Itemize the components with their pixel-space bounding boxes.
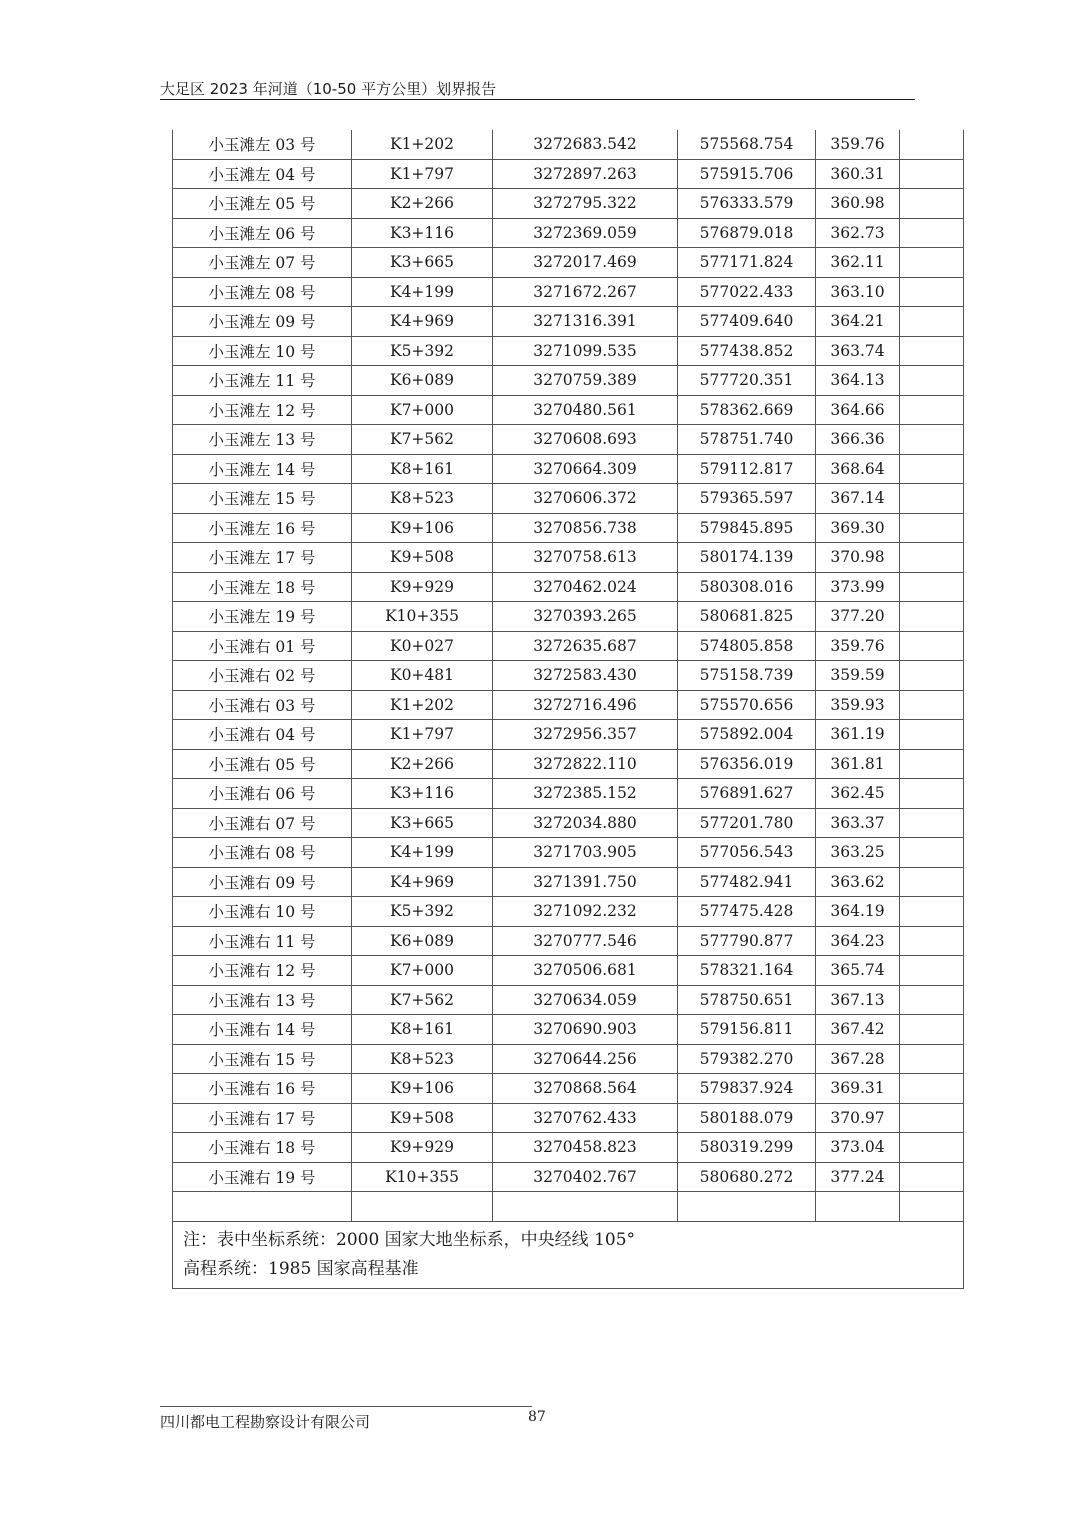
elevation-cell: 377.20 xyxy=(816,602,900,632)
elevation-cell: 365.74 xyxy=(816,956,900,986)
remark-cell xyxy=(900,307,964,337)
chainage-cell: K1+797 xyxy=(352,159,493,189)
point-name-cell: 小玉滩右 12 号 xyxy=(173,956,352,986)
table-row xyxy=(173,336,964,366)
y-coordinate-cell: 580681.825 xyxy=(678,602,816,632)
remark-cell xyxy=(900,1192,964,1222)
x-coordinate-cell: 3270402.767 xyxy=(493,1162,678,1192)
y-coordinate-cell: 576891.627 xyxy=(678,779,816,809)
y-coordinate-cell: 577171.824 xyxy=(678,248,816,278)
table-row xyxy=(173,277,964,307)
note-line-coordinate-system: 注：表中坐标系统：2000 国家大地坐标系，中央经线 105° xyxy=(183,1229,636,1250)
elevation-cell: 363.10 xyxy=(816,277,900,307)
table-row xyxy=(173,956,964,986)
chainage-cell: K8+523 xyxy=(352,484,493,514)
table-row xyxy=(173,307,964,337)
chainage-cell: K8+523 xyxy=(352,1044,493,1074)
elevation-cell: 359.76 xyxy=(816,130,900,159)
note-row xyxy=(173,1221,964,1288)
point-name-cell: 小玉滩右 11 号 xyxy=(173,926,352,956)
x-coordinate-cell: 3271316.391 xyxy=(493,307,678,337)
x-coordinate-cell: 3270644.256 xyxy=(493,1044,678,1074)
y-coordinate-cell: 576356.019 xyxy=(678,749,816,779)
table-row xyxy=(173,838,964,868)
chainage-cell: K4+199 xyxy=(352,277,493,307)
table-row xyxy=(173,808,964,838)
elevation-cell: 364.19 xyxy=(816,897,900,927)
elevation-cell: 360.98 xyxy=(816,189,900,219)
elevation-cell: 369.30 xyxy=(816,513,900,543)
point-name-cell: 小玉滩右 19 号 xyxy=(173,1162,352,1192)
chainage-cell: K9+508 xyxy=(352,543,493,573)
y-coordinate-cell: 580308.016 xyxy=(678,572,816,602)
elevation-cell xyxy=(816,1192,900,1222)
x-coordinate-cell: 3270634.059 xyxy=(493,985,678,1015)
footer-rule xyxy=(160,1406,532,1407)
elevation-cell: 364.21 xyxy=(816,307,900,337)
y-coordinate-cell: 580680.272 xyxy=(678,1162,816,1192)
y-coordinate-cell: 578362.669 xyxy=(678,395,816,425)
chainage-cell: K8+161 xyxy=(352,454,493,484)
table-row xyxy=(173,1162,964,1192)
chainage-cell: K9+106 xyxy=(352,513,493,543)
remark-cell xyxy=(900,484,964,514)
point-name-cell: 小玉滩右 08 号 xyxy=(173,838,352,868)
table-row xyxy=(173,1074,964,1104)
header-rule xyxy=(160,99,915,100)
remark-cell xyxy=(900,985,964,1015)
point-name-cell: 小玉滩左 17 号 xyxy=(173,543,352,573)
point-name-cell: 小玉滩右 10 号 xyxy=(173,897,352,927)
elevation-cell: 377.24 xyxy=(816,1162,900,1192)
remark-cell xyxy=(900,1015,964,1045)
point-name-cell: 小玉滩左 06 号 xyxy=(173,218,352,248)
remark-cell xyxy=(900,631,964,661)
chainage-cell: K4+969 xyxy=(352,867,493,897)
point-name-cell: 小玉滩右 04 号 xyxy=(173,720,352,750)
table-row xyxy=(173,779,964,809)
y-coordinate-cell: 578321.164 xyxy=(678,956,816,986)
point-name-cell: 小玉滩左 16 号 xyxy=(173,513,352,543)
elevation-cell: 359.59 xyxy=(816,661,900,691)
x-coordinate-cell: 3270777.546 xyxy=(493,926,678,956)
table-row xyxy=(173,1044,964,1074)
x-coordinate-cell: 3270664.309 xyxy=(493,454,678,484)
x-coordinate-cell: 3271672.267 xyxy=(493,277,678,307)
chainage-cell: K3+116 xyxy=(352,779,493,809)
y-coordinate-cell: 576879.018 xyxy=(678,218,816,248)
chainage-cell: K6+089 xyxy=(352,926,493,956)
coordinates-table xyxy=(172,130,964,1289)
y-coordinate-cell xyxy=(678,1192,816,1222)
point-name-cell: 小玉滩左 15 号 xyxy=(173,484,352,514)
elevation-cell: 359.93 xyxy=(816,690,900,720)
chainage-cell: K7+562 xyxy=(352,425,493,455)
elevation-cell: 363.74 xyxy=(816,336,900,366)
x-coordinate-cell: 3272822.110 xyxy=(493,749,678,779)
y-coordinate-cell: 577056.543 xyxy=(678,838,816,868)
remark-cell xyxy=(900,130,964,159)
point-name-cell: 小玉滩右 09 号 xyxy=(173,867,352,897)
remark-cell xyxy=(900,218,964,248)
elevation-cell: 373.99 xyxy=(816,572,900,602)
x-coordinate-cell: 3270856.738 xyxy=(493,513,678,543)
remark-cell xyxy=(900,956,964,986)
elevation-cell: 360.31 xyxy=(816,159,900,189)
point-name-cell: 小玉滩右 18 号 xyxy=(173,1133,352,1163)
point-name-cell: 小玉滩右 06 号 xyxy=(173,779,352,809)
elevation-cell: 359.76 xyxy=(816,631,900,661)
chainage-cell: K7+000 xyxy=(352,956,493,986)
note-line-elevation-system: 高程系统：1985 国家高程基准 xyxy=(183,1258,419,1279)
x-coordinate-cell: 3272716.496 xyxy=(493,690,678,720)
point-name-cell: 小玉滩左 03 号 xyxy=(173,130,352,159)
x-coordinate-cell: 3272385.152 xyxy=(493,779,678,809)
remark-cell xyxy=(900,661,964,691)
x-coordinate-cell: 3271092.232 xyxy=(493,897,678,927)
y-coordinate-cell: 579156.811 xyxy=(678,1015,816,1045)
page-number: 87 xyxy=(528,1409,546,1425)
table-row xyxy=(173,366,964,396)
table-row xyxy=(173,897,964,927)
x-coordinate-cell: 3270480.561 xyxy=(493,395,678,425)
chainage-cell: K3+116 xyxy=(352,218,493,248)
table-row xyxy=(173,985,964,1015)
elevation-cell: 370.97 xyxy=(816,1103,900,1133)
elevation-cell: 373.04 xyxy=(816,1133,900,1163)
table-row xyxy=(173,1192,964,1222)
point-name-cell: 小玉滩右 17 号 xyxy=(173,1103,352,1133)
x-coordinate-cell xyxy=(493,1192,678,1222)
chainage-cell: K10+355 xyxy=(352,1162,493,1192)
remark-cell xyxy=(900,897,964,927)
x-coordinate-cell: 3270759.389 xyxy=(493,366,678,396)
table-row xyxy=(173,749,964,779)
remark-cell xyxy=(900,779,964,809)
x-coordinate-cell: 3270393.265 xyxy=(493,602,678,632)
table-body xyxy=(173,130,964,1221)
remark-cell xyxy=(900,336,964,366)
elevation-cell: 362.73 xyxy=(816,218,900,248)
elevation-cell: 368.64 xyxy=(816,454,900,484)
y-coordinate-cell: 577790.877 xyxy=(678,926,816,956)
y-coordinate-cell: 575570.656 xyxy=(678,690,816,720)
remark-cell xyxy=(900,425,964,455)
point-name-cell: 小玉滩右 16 号 xyxy=(173,1074,352,1104)
y-coordinate-cell: 579845.895 xyxy=(678,513,816,543)
x-coordinate-cell: 3270758.613 xyxy=(493,543,678,573)
chainage-cell: K1+797 xyxy=(352,720,493,750)
table-row xyxy=(173,1103,964,1133)
remark-cell xyxy=(900,867,964,897)
remark-cell xyxy=(900,189,964,219)
elevation-cell: 367.14 xyxy=(816,484,900,514)
x-coordinate-cell: 3272956.357 xyxy=(493,720,678,750)
table-row xyxy=(173,572,964,602)
y-coordinate-cell: 578750.651 xyxy=(678,985,816,1015)
table-row xyxy=(173,661,964,691)
chainage-cell: K9+929 xyxy=(352,572,493,602)
remark-cell xyxy=(900,277,964,307)
y-coordinate-cell: 575568.754 xyxy=(678,130,816,159)
x-coordinate-cell: 3270506.681 xyxy=(493,956,678,986)
point-name-cell: 小玉滩左 11 号 xyxy=(173,366,352,396)
table-row xyxy=(173,425,964,455)
chainage-cell: K5+392 xyxy=(352,336,493,366)
remark-cell xyxy=(900,720,964,750)
y-coordinate-cell: 577482.941 xyxy=(678,867,816,897)
x-coordinate-cell: 3272583.430 xyxy=(493,661,678,691)
chainage-cell: K7+000 xyxy=(352,395,493,425)
x-coordinate-cell: 3272795.322 xyxy=(493,189,678,219)
elevation-cell: 370.98 xyxy=(816,543,900,573)
remark-cell xyxy=(900,838,964,868)
remark-cell xyxy=(900,572,964,602)
elevation-cell: 364.13 xyxy=(816,366,900,396)
table-row xyxy=(173,189,964,219)
table-row xyxy=(173,454,964,484)
x-coordinate-cell: 3270690.903 xyxy=(493,1015,678,1045)
table-row xyxy=(173,720,964,750)
y-coordinate-cell: 577022.433 xyxy=(678,277,816,307)
elevation-cell: 369.31 xyxy=(816,1074,900,1104)
x-coordinate-cell: 3272683.542 xyxy=(493,130,678,159)
remark-cell xyxy=(900,513,964,543)
point-name-cell: 小玉滩左 19 号 xyxy=(173,602,352,632)
point-name-cell: 小玉滩左 09 号 xyxy=(173,307,352,337)
point-name-cell: 小玉滩左 05 号 xyxy=(173,189,352,219)
chainage-cell: K3+665 xyxy=(352,248,493,278)
chainage-cell: K9+106 xyxy=(352,1074,493,1104)
chainage-cell: K5+392 xyxy=(352,897,493,927)
elevation-cell: 367.13 xyxy=(816,985,900,1015)
y-coordinate-cell: 578751.740 xyxy=(678,425,816,455)
elevation-cell: 362.11 xyxy=(816,248,900,278)
chainage-cell: K7+562 xyxy=(352,985,493,1015)
remark-cell xyxy=(900,454,964,484)
footer-company-name: 四川都电工程勘察设计有限公司 xyxy=(160,1413,371,1431)
elevation-cell: 363.37 xyxy=(816,808,900,838)
x-coordinate-cell: 3270608.693 xyxy=(493,425,678,455)
point-name-cell: 小玉滩右 07 号 xyxy=(173,808,352,838)
chainage-cell: K9+508 xyxy=(352,1103,493,1133)
y-coordinate-cell: 576333.579 xyxy=(678,189,816,219)
running-header-title: 大足区 2023 年河道（10-50 平方公里）划界报告 xyxy=(160,80,497,98)
elevation-cell: 367.42 xyxy=(816,1015,900,1045)
table-row xyxy=(173,602,964,632)
remark-cell xyxy=(900,248,964,278)
y-coordinate-cell: 580188.079 xyxy=(678,1103,816,1133)
point-name-cell: 小玉滩右 15 号 xyxy=(173,1044,352,1074)
remark-cell xyxy=(900,366,964,396)
y-coordinate-cell: 579837.924 xyxy=(678,1074,816,1104)
x-coordinate-cell: 3272017.469 xyxy=(493,248,678,278)
table-row xyxy=(173,513,964,543)
x-coordinate-cell: 3270458.823 xyxy=(493,1133,678,1163)
x-coordinate-cell: 3270462.024 xyxy=(493,572,678,602)
y-coordinate-cell: 575892.004 xyxy=(678,720,816,750)
x-coordinate-cell: 3270868.564 xyxy=(493,1074,678,1104)
y-coordinate-cell: 577475.428 xyxy=(678,897,816,927)
x-coordinate-cell: 3270762.433 xyxy=(493,1103,678,1133)
elevation-cell: 364.23 xyxy=(816,926,900,956)
chainage-cell: K2+266 xyxy=(352,749,493,779)
x-coordinate-cell: 3271099.535 xyxy=(493,336,678,366)
chainage-cell: K6+089 xyxy=(352,366,493,396)
x-coordinate-cell: 3272034.880 xyxy=(493,808,678,838)
table-row xyxy=(173,218,964,248)
remark-cell xyxy=(900,1044,964,1074)
x-coordinate-cell: 3272369.059 xyxy=(493,218,678,248)
elevation-cell: 364.66 xyxy=(816,395,900,425)
elevation-cell: 363.62 xyxy=(816,867,900,897)
chainage-cell: K3+665 xyxy=(352,808,493,838)
point-name-cell: 小玉滩右 05 号 xyxy=(173,749,352,779)
point-name-cell: 小玉滩右 02 号 xyxy=(173,661,352,691)
elevation-cell: 363.25 xyxy=(816,838,900,868)
table-row xyxy=(173,395,964,425)
y-coordinate-cell: 579382.270 xyxy=(678,1044,816,1074)
table-row xyxy=(173,248,964,278)
y-coordinate-cell: 577201.780 xyxy=(678,808,816,838)
remark-cell xyxy=(900,159,964,189)
chainage-cell xyxy=(352,1192,493,1222)
point-name-cell: 小玉滩左 04 号 xyxy=(173,159,352,189)
table-row xyxy=(173,926,964,956)
y-coordinate-cell: 574805.858 xyxy=(678,631,816,661)
y-coordinate-cell: 577720.351 xyxy=(678,366,816,396)
point-name-cell: 小玉滩左 07 号 xyxy=(173,248,352,278)
point-name-cell: 小玉滩右 03 号 xyxy=(173,690,352,720)
x-coordinate-cell: 3272635.687 xyxy=(493,631,678,661)
chainage-cell: K4+969 xyxy=(352,307,493,337)
remark-cell xyxy=(900,808,964,838)
remark-cell xyxy=(900,1133,964,1163)
chainage-cell: K1+202 xyxy=(352,130,493,159)
note-cell xyxy=(173,1221,964,1288)
chainage-cell: K4+199 xyxy=(352,838,493,868)
remark-cell xyxy=(900,749,964,779)
elevation-cell: 366.36 xyxy=(816,425,900,455)
chainage-cell: K2+266 xyxy=(352,189,493,219)
chainage-cell: K9+929 xyxy=(352,1133,493,1163)
y-coordinate-cell: 580319.299 xyxy=(678,1133,816,1163)
point-name-cell: 小玉滩左 08 号 xyxy=(173,277,352,307)
remark-cell xyxy=(900,1074,964,1104)
table-row xyxy=(173,867,964,897)
remark-cell xyxy=(900,602,964,632)
y-coordinate-cell: 575158.739 xyxy=(678,661,816,691)
table-row xyxy=(173,1015,964,1045)
y-coordinate-cell: 580174.139 xyxy=(678,543,816,573)
point-name-cell: 小玉滩右 13 号 xyxy=(173,985,352,1015)
x-coordinate-cell: 3270606.372 xyxy=(493,484,678,514)
point-name-cell: 小玉滩左 18 号 xyxy=(173,572,352,602)
table-row xyxy=(173,159,964,189)
table-row xyxy=(173,1133,964,1163)
point-name-cell: 小玉滩右 14 号 xyxy=(173,1015,352,1045)
remark-cell xyxy=(900,395,964,425)
y-coordinate-cell: 579365.597 xyxy=(678,484,816,514)
table-row xyxy=(173,543,964,573)
x-coordinate-cell: 3271703.905 xyxy=(493,838,678,868)
elevation-cell: 367.28 xyxy=(816,1044,900,1074)
remark-cell xyxy=(900,1162,964,1192)
remark-cell xyxy=(900,690,964,720)
elevation-cell: 361.81 xyxy=(816,749,900,779)
elevation-cell: 361.19 xyxy=(816,720,900,750)
remark-cell xyxy=(900,1103,964,1133)
point-name-cell: 小玉滩左 12 号 xyxy=(173,395,352,425)
y-coordinate-cell: 575915.706 xyxy=(678,159,816,189)
chainage-cell: K0+481 xyxy=(352,661,493,691)
x-coordinate-cell: 3271391.750 xyxy=(493,867,678,897)
table-row xyxy=(173,690,964,720)
point-name-cell: 小玉滩左 10 号 xyxy=(173,336,352,366)
chainage-cell: K0+027 xyxy=(352,631,493,661)
table-row xyxy=(173,130,964,159)
elevation-cell: 362.45 xyxy=(816,779,900,809)
point-name-cell: 小玉滩右 01 号 xyxy=(173,631,352,661)
point-name-cell xyxy=(173,1192,352,1222)
point-name-cell: 小玉滩左 14 号 xyxy=(173,454,352,484)
remark-cell xyxy=(900,543,964,573)
y-coordinate-cell: 577409.640 xyxy=(678,307,816,337)
table-row xyxy=(173,631,964,661)
remark-cell xyxy=(900,926,964,956)
y-coordinate-cell: 579112.817 xyxy=(678,454,816,484)
table-row xyxy=(173,484,964,514)
y-coordinate-cell: 577438.852 xyxy=(678,336,816,366)
x-coordinate-cell: 3272897.263 xyxy=(493,159,678,189)
chainage-cell: K10+355 xyxy=(352,602,493,632)
point-name-cell: 小玉滩左 13 号 xyxy=(173,425,352,455)
chainage-cell: K8+161 xyxy=(352,1015,493,1045)
chainage-cell: K1+202 xyxy=(352,690,493,720)
